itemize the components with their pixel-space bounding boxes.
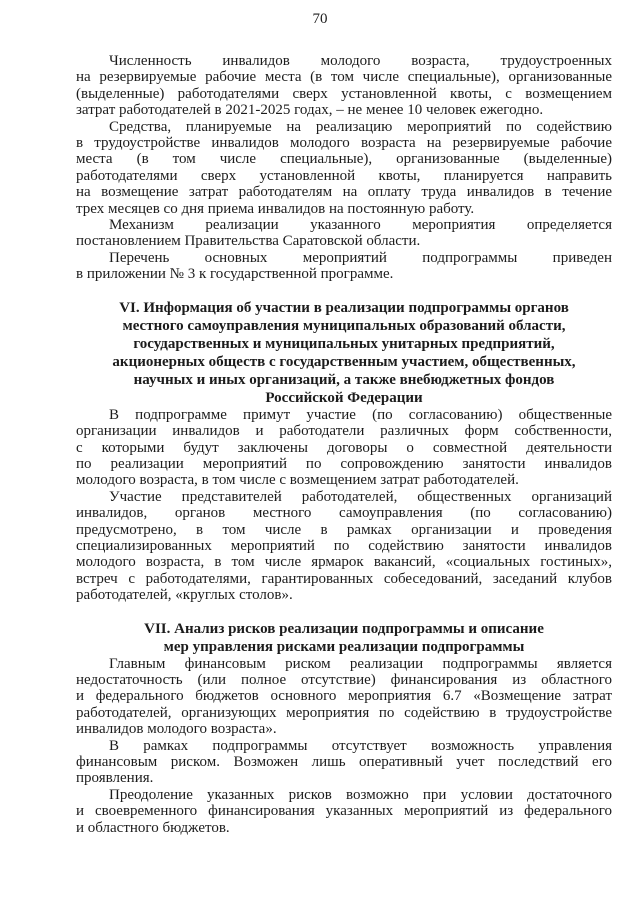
text-line: Главным финансовым риском реализации подпрограммы является [109, 655, 612, 672]
text-line: предусмотрено, в том числе в рамках организации и проведения [76, 521, 612, 538]
text-line: и своевременного финансирования указанных мероприятий из федерального [76, 803, 612, 820]
section-heading [76, 620, 612, 656]
text-line: места (в том числе специальные), организованные (выделенные) [76, 151, 612, 168]
text-line: затрат работодателей в 2021-2025 годах, – не менее 10 человек ежегодно. [76, 102, 544, 119]
text-line: инвалидов, органов местного самоуправления (по согласованию) [76, 505, 612, 522]
text-line: Перечень основных мероприятий подпрограммы приведен [109, 249, 612, 266]
text-line: инвалидов молодого возраста». [76, 721, 277, 738]
text-line: молодого возраста, в том числе с возмещением затрат работодателей. [76, 472, 519, 489]
text-line: Преодоление указанных рисков возможно при условии достаточного [109, 786, 612, 803]
text-line: встреч с работодателями, гарантированных собеседований, заседаний клубов [76, 570, 612, 587]
text-line: специализированных мероприятий по содействию занятости инвалидов [76, 537, 612, 554]
text-line: и областного бюджетов. [76, 819, 230, 836]
heading-line: Российской Федерации [265, 389, 423, 406]
text-line: Численность инвалидов молодого возраста, трудоустроенных [109, 53, 612, 69]
page-number: 70 [312, 11, 328, 27]
text-line: по реализации мероприятий по сопровождению занятости инвалидов [76, 455, 612, 472]
text-line: В рамках подпрограммы отсутствует возможность управления [109, 737, 612, 754]
paragraph [76, 489, 612, 604]
heading-line: мер управления рисками реализации подпрограммы [163, 638, 525, 655]
paragraph [76, 217, 612, 250]
text-line: с которыми будут заключены договоры о совместной деятельности [76, 439, 612, 456]
text-line: в трудоустройстве инвалидов молодого возраста на резервируемые рабочие [76, 135, 612, 152]
document-body [76, 53, 612, 836]
text-line: (выделенные) работодателями сверх установленной квоты, с возмещением [76, 85, 612, 102]
text-line: финансовым риском. Возможен лишь оперативный учет последствий его [76, 754, 612, 770]
heading-line: VI. Информация об участии в реализации подпрограммы органов [119, 299, 569, 316]
text-line: недостаточность (или полное отсутствие) финансирования из областного [76, 671, 612, 688]
paragraph [76, 656, 612, 738]
text-line: молодого возраста, в том числе ярмарок вакансий, «социальных гостиных», [76, 554, 612, 571]
heading-line: государственных и муниципальных унитарных предприятий, [133, 335, 555, 352]
paragraph [76, 53, 612, 119]
heading-line: местного самоуправления муниципальных образований области, [122, 317, 566, 334]
text-line: работодателей, «круглых столов». [76, 587, 293, 604]
text-line: Механизм реализации указанного мероприятия определяется [109, 217, 612, 234]
text-line: трех месяцев со дня приема инвалидов на постоянную работу. [76, 200, 475, 217]
paragraph [76, 787, 612, 836]
paragraph [76, 119, 612, 217]
text-line: работодателей, организующих мероприятия по содействию в трудоустройстве [76, 704, 612, 721]
text-line: организации инвалидов и работодатели различных форм собственности, [76, 423, 612, 440]
text-line: В подпрограмме примут участие (по согласованию) общественные [109, 406, 612, 423]
text-line: Участие представителей работодателей, общественных организаций [109, 488, 612, 505]
heading-line: VII. Анализ рисков реализации подпрограммы и описание [144, 620, 544, 637]
paragraph [76, 250, 612, 283]
text-line: Средства, планируемые на реализацию мероприятий по содействию [109, 118, 612, 135]
text-line: и федерального бюджетов основного мероприятия 6.7 «Возмещение затрат [76, 688, 612, 705]
paragraph [76, 407, 612, 489]
section-heading [76, 299, 612, 407]
text-line: в приложении № 3 к государственной программе. [76, 266, 394, 283]
text-line: проявления. [76, 770, 154, 787]
text-line: на возмещение затрат работодателям на оплату труда инвалидов в течение [76, 184, 612, 201]
text-line: работодателями сверх установленной квоты, планируется направить [76, 167, 612, 184]
text-line: постановлением Правительства Саратовской области. [76, 233, 421, 250]
text-line: на резервируемые рабочие места (в том числе специальные), организованные [76, 69, 612, 86]
heading-line: акционерных обществ с государственным участием, общественных, [112, 353, 576, 370]
paragraph [76, 738, 612, 787]
heading-line: научных и иных организаций, а также внебюджетных фондов [133, 371, 555, 388]
